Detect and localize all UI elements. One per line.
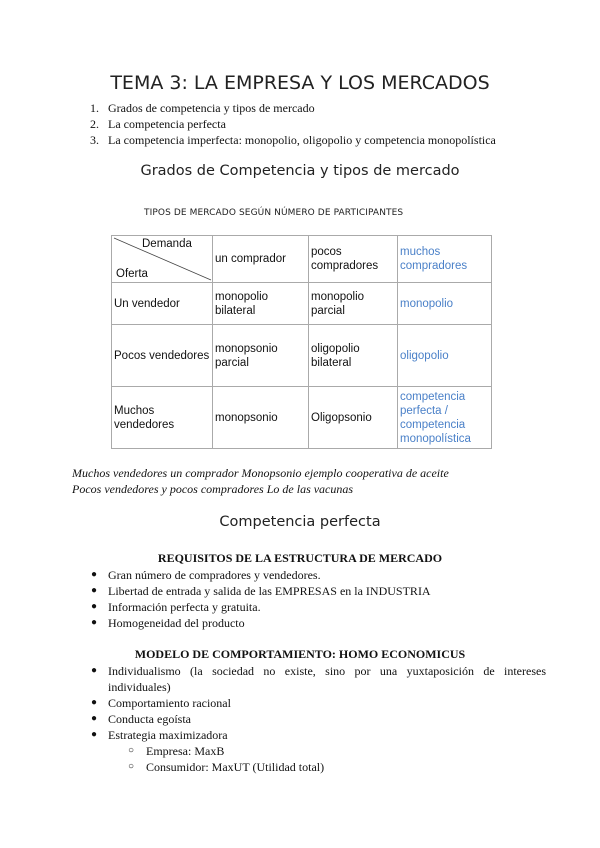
table-row [112,236,492,283]
table-cell: monopsonio parcial [213,325,309,387]
model-list [90,663,546,775]
section-heading-grados: Grados de Competencia y tipos de mercado [140,163,460,179]
toc-item: 1. Grados de competencia y tipos de mercado [90,101,315,115]
toc-item: 3. La competencia imperfecta: monopolio, oligopolio y competencia monopolística [90,133,496,147]
col-header: un comprador [213,236,309,283]
corner-cell [112,236,213,283]
bullet-icon: ● [91,601,98,612]
requirements-list [90,567,431,631]
table-cell: competencia perfecta / competencia monopolística [398,387,492,449]
row-header: Un vendedor [112,283,213,325]
bullet-icon: ● [91,665,98,676]
list-item: ● Comportamiento racional [91,696,231,710]
table-cell: monopsonio [213,387,309,449]
model-heading: MODELO DE COMPORTAMIENTO: HOMO ECONOMICUS [134,647,466,661]
table-cell: monopolio parcial [309,283,398,325]
col-header: muchos compradores [398,236,492,283]
row-header: Pocos vendedores [112,325,213,387]
note-line: Pocos vendedores y pocos compradores Lo de las vacunas [72,482,354,496]
corner-offer-label: Oferta [116,268,148,280]
table-of-contents [90,100,496,148]
corner-demand-label: Demanda [142,238,192,250]
requirements-heading: REQUISITOS DE LA ESTRUCTURA DE MERCADO [157,551,443,565]
hollow-bullet-icon: ○ [128,745,135,756]
bullet-icon: ● [91,585,98,596]
hollow-bullet-icon: ○ [128,761,135,772]
market-types-table [111,235,492,449]
document-title: TEMA 3: LA EMPRESA Y LOS MERCADOS [110,72,490,94]
bullet-icon: ● [91,713,98,724]
handwritten-notes [72,465,449,497]
bullet-icon: ● [91,617,98,628]
table-cell: monopolio bilateral [213,283,309,325]
table-cell: oligopolio [398,325,492,387]
sub-list-item: ○ Empresa: MaxB [128,744,225,758]
list-item: ● Individualismo (la sociedad no existe, sino por una yuxtaposición de intereses individuales) [91,664,546,694]
table-row [112,325,492,387]
list-item: ● Gran número de compradores y vendedores. [91,568,321,582]
table-row [112,283,492,325]
toc-item: 2. La competencia perfecta [90,117,226,131]
table-cell: monopolio [398,283,492,325]
list-item: ● Libertad de entrada y salida de las EMPRESAS en la INDUSTRIA [91,584,431,598]
list-item: ● Homogeneidad del producto [91,616,245,630]
table-row [112,387,492,449]
col-header: pocos compradores [309,236,398,283]
bullet-icon: ● [91,729,98,740]
section-heading-competencia: Competencia perfecta [219,514,381,530]
table-caption: TIPOS DE MERCADO SEGÚN NÚMERO DE PARTICIPANTES [144,208,404,218]
table-cell: Oligopsonio [309,387,398,449]
table-cell: oligopolio bilateral [309,325,398,387]
bullet-icon: ● [91,697,98,708]
note-line: Muchos vendedores un comprador Monopsonio ejemplo cooperativa de aceite [72,466,449,480]
sub-list-item: ○ Consumidor: MaxUT (Utilidad total) [128,760,325,774]
row-header: Muchos vendedores [112,387,213,449]
list-item: ● Estrategia maximizadora [91,728,228,742]
bullet-icon: ● [91,569,98,580]
list-item: ● Conducta egoísta [91,712,191,726]
list-item: ● Información perfecta y gratuita. [91,600,261,614]
